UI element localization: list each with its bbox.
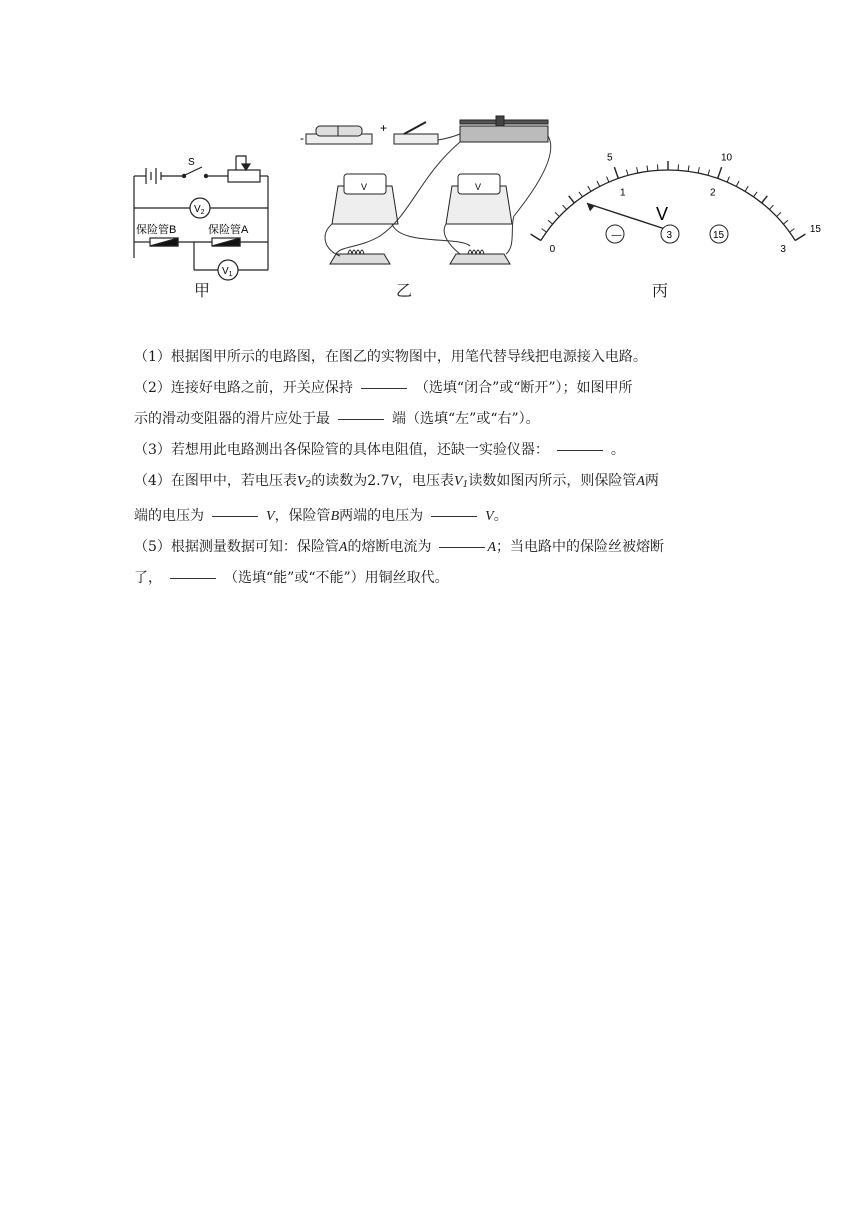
voltmeter-left-symbol: V	[361, 182, 368, 192]
dial-tick	[626, 170, 628, 176]
answer-blank-voltage-b[interactable]	[431, 515, 477, 517]
dial-tick	[795, 234, 805, 240]
fuse-b-label: 保险管B	[136, 224, 177, 236]
figure-jia-circuit	[128, 148, 278, 278]
answer-blank-switch-state[interactable]	[361, 387, 407, 389]
question-list	[134, 342, 734, 594]
dial-tick	[647, 165, 648, 171]
dial-inner-tick-label: 2	[710, 187, 716, 199]
caption-yi: 乙	[395, 281, 412, 300]
dial-tick	[614, 167, 618, 178]
dial-inner-tick-label: 0	[549, 243, 556, 255]
dial-tick	[563, 205, 567, 209]
v1-label: $V_1$	[222, 266, 233, 278]
dial-tick	[569, 196, 575, 203]
question-5-line-1: （5）根据测量数据可知：保险管A的熔断电流为 A；当电路中的保险丝被熔断	[134, 539, 665, 555]
v2-label: $V_2$	[194, 204, 205, 216]
voltmeter-right-symbol: V	[475, 182, 482, 192]
dial-outer-tick-label: 15	[809, 223, 821, 235]
dial-tick	[769, 205, 773, 209]
switch-blade	[185, 167, 202, 175]
question-4-line-2: 端的电压为 V，保险管B两端的电压为 V。	[134, 508, 508, 524]
question-4-line-1: （4）在图甲中，若电压表$V_2$的读数为2.7V，电压表$V_1$读数如图丙所示，则保险管A两	[134, 473, 659, 490]
caption-jia: 甲	[193, 281, 210, 300]
dial-outer-tick-label: 10	[720, 152, 733, 164]
dial-tick	[777, 212, 781, 216]
question-2-line-2: 示的滑动变阻器的滑片应处于最 端（选填“左”或“右”）。	[134, 411, 540, 427]
dial-tick	[708, 170, 710, 176]
dial-tick	[790, 229, 795, 233]
dial-unit-label: V	[656, 204, 669, 224]
question-2-line-1: （2）连接好电路之前，开关应保持 （选填“闭合”或“断开”）；如图甲所	[134, 380, 633, 396]
dial-tick	[727, 177, 729, 183]
question-1: （1）根据图甲所示的电路图，在图乙的实物图中，用笔代替导线把电源接入电路。	[134, 349, 647, 365]
figure-yi-apparatus	[300, 116, 560, 276]
dial-tick	[762, 196, 768, 203]
dial-inner-tick-label: 1	[619, 187, 626, 199]
figure-bing-dial	[549, 130, 821, 255]
fuse-board-right	[450, 254, 510, 264]
dial-tick	[718, 167, 722, 178]
caption-bing: 丙	[651, 281, 668, 300]
dial-tick	[607, 177, 609, 183]
dial-tick	[754, 192, 757, 197]
dial-tick	[736, 181, 739, 186]
answer-blank-slider-end[interactable]	[338, 418, 384, 420]
dial-tick	[597, 181, 600, 186]
dial-tick	[637, 167, 638, 173]
dial-tick	[588, 186, 591, 191]
question-5-line-2: 了， （选填“能”或“不能”）用铜丝取代。	[134, 570, 449, 586]
rheostat	[460, 126, 548, 142]
answer-blank-instrument[interactable]	[557, 449, 603, 451]
answer-blank-copper-wire[interactable]	[170, 577, 216, 579]
dial-tick	[698, 167, 699, 173]
switch-label: S	[188, 157, 195, 168]
dial-needle-head	[587, 203, 595, 211]
dial-terminal-label: 3	[666, 230, 673, 241]
dial-inner-tick-label: 3	[780, 243, 786, 255]
dial-tick	[579, 192, 582, 197]
figures-row	[0, 110, 860, 310]
battery-minus-sign: -	[300, 131, 304, 145]
battery-plus-sign: +	[380, 121, 388, 135]
answer-blank-fuse-current[interactable]	[439, 546, 485, 548]
dial-terminal-label: —	[611, 230, 622, 241]
dial-tick	[783, 220, 788, 224]
answer-blank-voltage-a[interactable]	[212, 515, 258, 517]
question-3: （3）若想用此电路测出各保险管的具体电阻值，还缺一实验仪器： 。	[134, 442, 625, 458]
dial-tick	[745, 186, 748, 191]
dial-outer-tick-label: 5	[607, 152, 613, 164]
dial-terminal-label: 15	[713, 230, 725, 241]
knife-switch	[394, 134, 438, 144]
dial-tick	[688, 165, 689, 171]
fuse-a-label: 保险管A	[208, 224, 249, 236]
